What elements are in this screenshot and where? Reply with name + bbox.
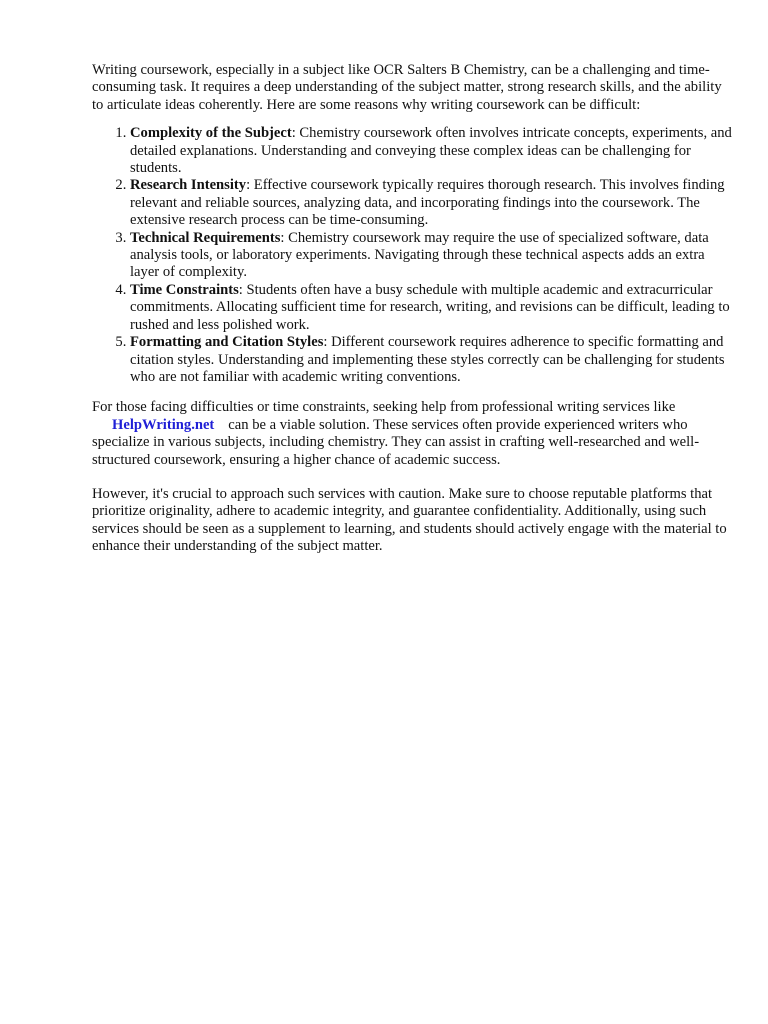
reason-text: : Effective coursework typically requires thorough research. This involves finding relevant and reliable sources, analyzing data, and incorporating findings into the coursework. The extensive research process can be time-consuming.: [130, 177, 725, 229]
list-item: [130, 334, 732, 386]
reason-term: Research Intensity: [130, 177, 247, 194]
reason-text: : Students often have a busy schedule with multiple academic and extracurricular commitments. Allocating sufficient time for research, writing, and revisions can be difficult, leading to rushed and less polished work.: [130, 281, 730, 333]
reason-text: : Different coursework requires adherence to specific formatting and citation styles. Understanding and implementing these styles correctly can be challenging for students who are not familiar with academic writing conventions.: [130, 334, 725, 385]
help-text-before: For those facing difficulties or time constraints, seeking help from professional writing services like: [92, 399, 676, 416]
reason-text: : Chemistry coursework may require the use of specialized software, data analysis tools, or laboratory experiments. Navigating through these technical aspects adds an extra layer of complexity.: [130, 229, 709, 281]
list-item: [130, 282, 732, 334]
document-body: [92, 62, 732, 556]
reasons-list: [92, 125, 732, 386]
helpwriting-link[interactable]: HelpWriting.net: [112, 416, 215, 433]
reason-term: Technical Requirements: [130, 229, 281, 246]
reason-term: Time Constraints: [130, 281, 239, 298]
list-item: [130, 230, 732, 282]
help-paragraph: [92, 399, 732, 469]
intro-paragraph: Writing coursework, especially in a subject like OCR Salters B Chemistry, can be a challenging and time-consuming task. It requires a deep understanding of the subject matter, strong research skills, and the ability to articulate ideas coherently. Here are some reasons why writing coursework can be difficult:: [92, 62, 722, 113]
reason-term: Complexity of the Subject: [130, 125, 292, 142]
list-item: [130, 125, 732, 177]
list-item: [130, 177, 732, 229]
reason-text: : Chemistry coursework often involves intricate concepts, experiments, and detailed explanations. Understanding and conveying these complex ideas can be challenging for students.: [130, 125, 732, 177]
help-text-after: can be a viable solution. These services often provide experienced writers who specialize in various subjects, including chemistry. They can assist in crafting well-researched and well-structured coursework, ensuring a higher chance of academic success.: [92, 416, 700, 468]
caution-paragraph: However, it's crucial to approach such services with caution. Make sure to choose reputable platforms that prioritize originality, adhere to academic integrity, and guarantee confidentiality. Additionally, using such services should be seen as a supplement to learning, and students should actively engage with the material to enhance their understanding of the subject matter.: [92, 485, 727, 555]
reason-term: Formatting and Citation Styles: [130, 334, 324, 351]
